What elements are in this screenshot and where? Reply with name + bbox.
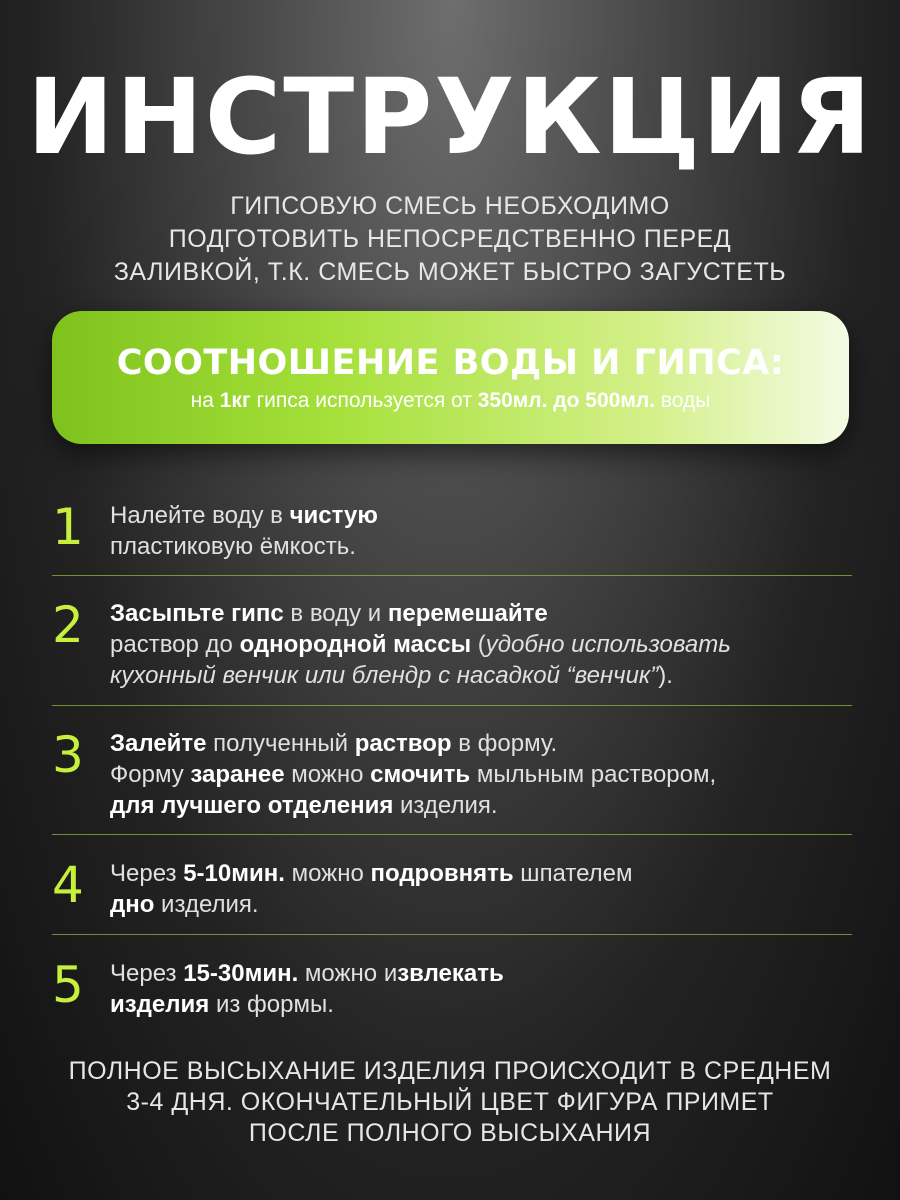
step-number: 5 — [52, 956, 84, 1014]
step-emphasis: заранее — [190, 761, 285, 788]
step-number: 4 — [52, 856, 84, 914]
step-fragment: из формы. — [209, 991, 334, 1018]
step-emphasis: для лучшего отделения — [110, 792, 394, 819]
step-line — [110, 759, 850, 790]
step-line — [110, 660, 850, 691]
step-fragment: в форму. — [451, 730, 558, 757]
step-emphasis: раствор — [354, 730, 452, 757]
ratio-banner — [52, 311, 849, 444]
step-fragment: шпателем — [513, 860, 633, 887]
step-fragment: полученный — [206, 730, 355, 757]
step-emphasis: изделия — [110, 991, 210, 1018]
ratio-amount-water: 350мл. до 500мл. — [477, 389, 656, 412]
step-emphasis: смочить — [370, 761, 471, 788]
step-text — [110, 858, 850, 920]
step-line — [110, 500, 850, 531]
step-text — [110, 500, 850, 562]
step-emphasis: перемешайте — [387, 600, 548, 627]
step-fragment: кухонный венчик или блендр с насадкой “венчик” — [110, 662, 659, 689]
step-fragment: удобно использовать — [485, 631, 731, 658]
intro-line: ГИПСОВУЮ СМЕСЬ НЕОБХОДИМО — [230, 192, 670, 220]
step-fragment: ). — [658, 662, 673, 689]
divider — [52, 705, 852, 706]
ratio-amount-gypsum: 1кг — [219, 389, 251, 412]
ratio-text: гипса используется от — [250, 389, 478, 412]
step-emphasis: 5-10мин. — [183, 860, 285, 887]
step-emphasis: Залейте — [110, 730, 207, 757]
step-fragment: Через — [110, 860, 184, 887]
step-fragment: раствор до — [110, 631, 240, 658]
step-emphasis: подровнять — [370, 860, 514, 887]
step-fragment: Через — [110, 960, 184, 987]
ratio-note — [52, 389, 849, 413]
step-fragment: можно — [284, 860, 371, 887]
page-title: ИНСТРУКЦИЯ — [26, 56, 874, 178]
step-emphasis: однородной массы — [239, 631, 472, 658]
step-emphasis: чистую — [289, 502, 378, 529]
intro-line: ПОДГОТОВИТЬ НЕПОСРЕДСТВЕННО ПЕРЕД — [168, 225, 732, 253]
step-line — [110, 598, 850, 629]
drying-note — [0, 1056, 900, 1149]
step-text — [110, 598, 850, 691]
step-emphasis: 15-30мин. — [183, 960, 299, 987]
step-fragment: изделия. — [154, 891, 259, 918]
divider — [52, 934, 852, 935]
step-line — [110, 531, 850, 562]
step-number: 1 — [52, 498, 84, 556]
step-fragment: ( — [471, 631, 486, 658]
intro-text — [0, 190, 900, 289]
intro-line: ЗАЛИВКОЙ, Т.К. СМЕСЬ МОЖЕТ БЫСТРО ЗАГУСТЕТЬ — [113, 258, 787, 286]
step-fragment: Форму — [110, 761, 191, 788]
step-fragment: можно и — [298, 960, 398, 987]
step-emphasis: звлекать — [397, 960, 504, 987]
step-fragment: Налейте воду в — [110, 502, 290, 529]
step-line — [110, 858, 850, 889]
drying-note-line: ПОЛНОЕ ВЫСЫХАНИЕ ИЗДЕЛИЯ ПРОИСХОДИТ В СРЕДНЕМ — [68, 1057, 832, 1085]
step-line — [110, 728, 850, 759]
ratio-text: воды — [655, 389, 711, 412]
ratio-text: на — [190, 389, 220, 412]
step-fragment: изделия. — [393, 792, 498, 819]
step-fragment: в воду и — [283, 600, 388, 627]
step-line — [110, 958, 850, 989]
step-line — [110, 790, 850, 821]
divider — [52, 834, 852, 835]
step-fragment: можно — [284, 761, 371, 788]
step-text — [110, 958, 850, 1020]
step-line — [110, 989, 850, 1020]
divider — [52, 575, 852, 576]
step-fragment: мыльным раствором, — [470, 761, 717, 788]
ratio-heading: СООТНОШЕНИЕ ВОДЫ И ГИПСА: — [116, 343, 785, 383]
step-emphasis: Засыпьте гипс — [110, 600, 284, 627]
step-number: 3 — [52, 726, 84, 784]
step-text — [110, 728, 850, 821]
step-emphasis: дно — [110, 891, 155, 918]
step-fragment: пластиковую ёмкость. — [110, 533, 356, 560]
drying-note-line: 3-4 ДНЯ. ОКОНЧАТЕЛЬНЫЙ ЦВЕТ ФИГУРА ПРИМЕТ — [126, 1088, 774, 1116]
step-number: 2 — [52, 596, 84, 654]
step-line — [110, 629, 850, 660]
step-line — [110, 889, 850, 920]
drying-note-line: ПОСЛЕ ПОЛНОГО ВЫСЫХАНИЯ — [248, 1119, 652, 1147]
